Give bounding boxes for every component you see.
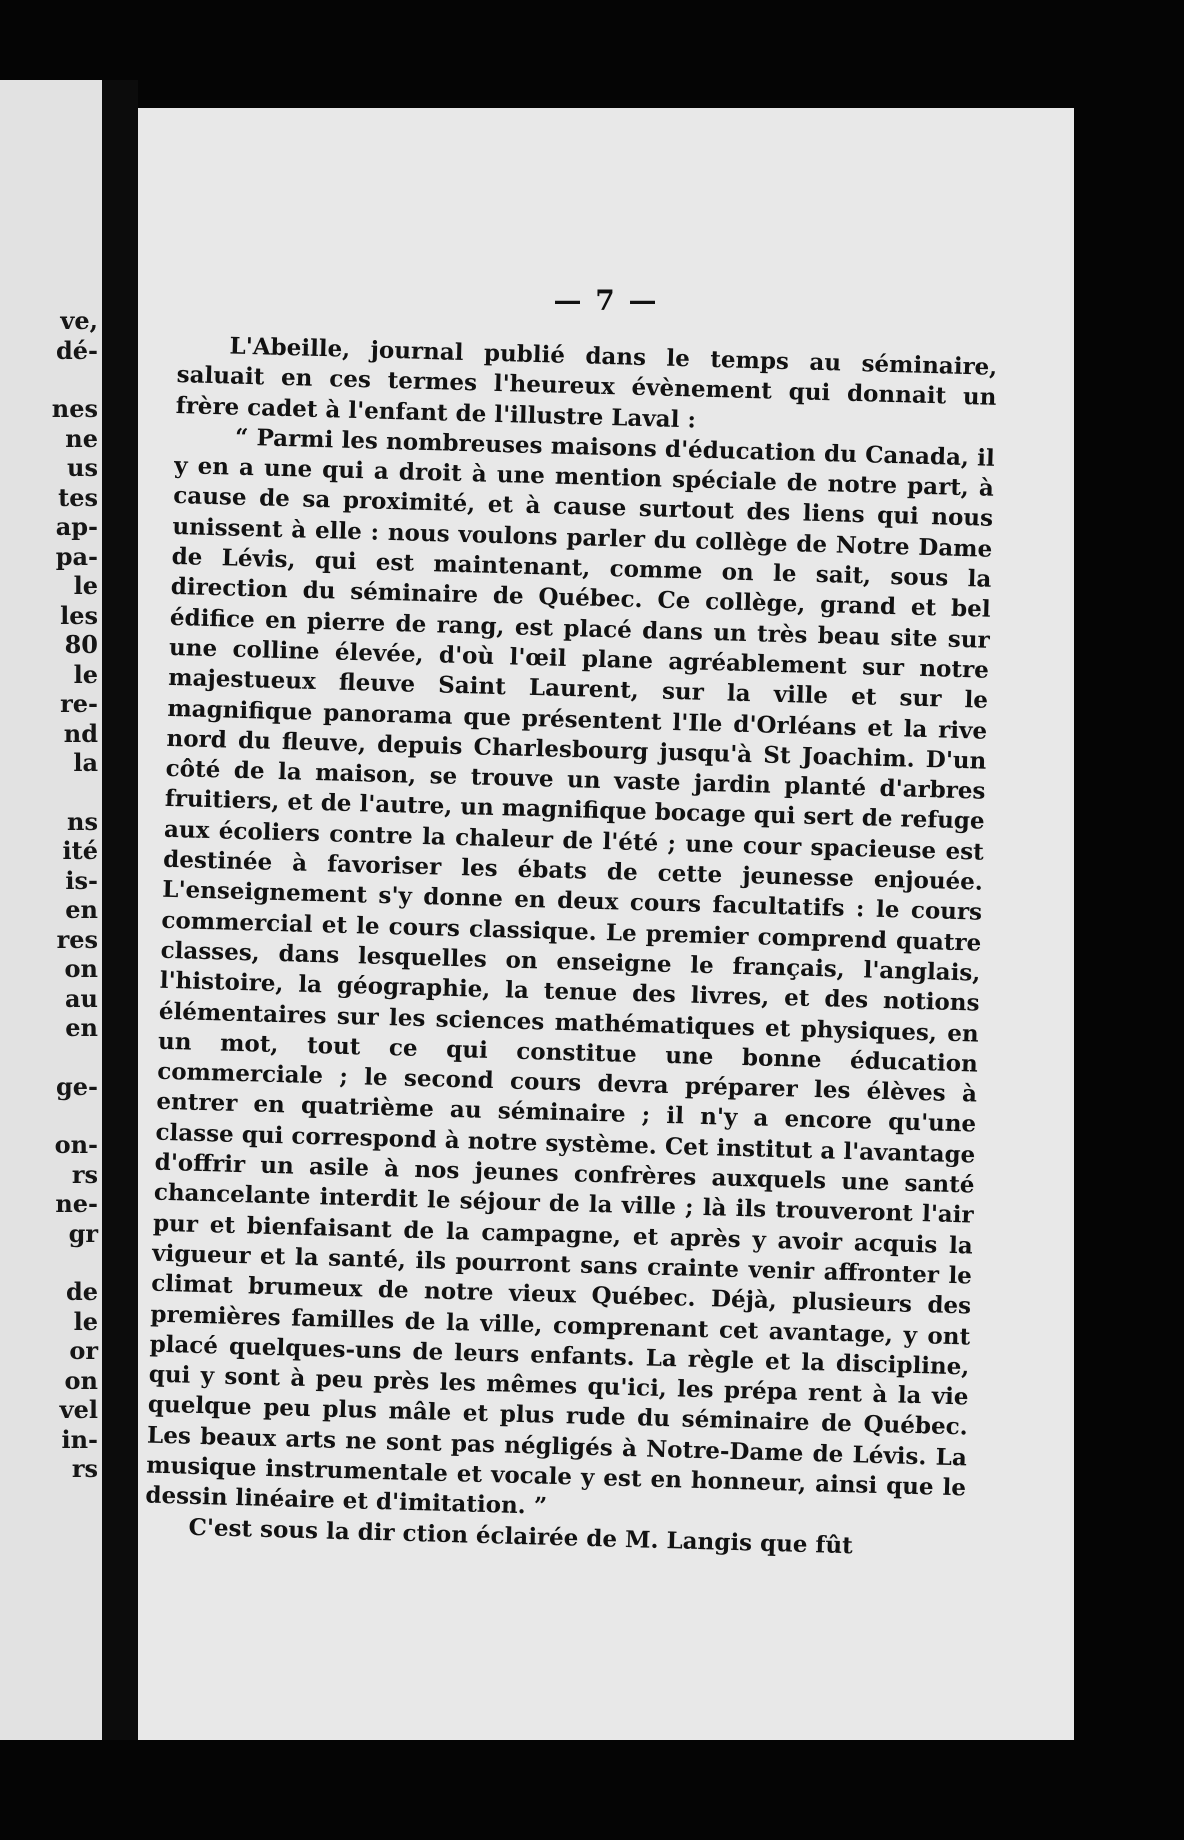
left-page-line-fragment: en [65, 1013, 98, 1042]
left-page-line-fragment: on- [54, 1130, 98, 1159]
left-page-line-fragment: or [69, 1336, 98, 1365]
left-page-line-endings [0, 306, 102, 1484]
left-page-line-fragment: ne [65, 423, 98, 453]
left-page-line-fragment: rs [71, 1454, 98, 1483]
page-text [144, 330, 998, 1564]
left-page-line-fragment: les [60, 600, 98, 630]
left-page-line-fragment: in- [61, 1424, 98, 1454]
left-page-line-fragment: us [67, 453, 98, 482]
left-page-line-fragment: on [64, 1365, 98, 1395]
left-page-line-fragment: ne- [55, 1189, 98, 1218]
left-page-line-fragment [0, 1248, 102, 1277]
left-page-line-fragment [0, 778, 102, 807]
left-page-line-fragment: re- [60, 689, 98, 718]
paragraph-quotation: “ Parmi les nombreuses maisons d'éducation du Canada, il y en a une qui a droit à une mention spéciale de notre part, à cause de sa proximité, et à cause surtout des liens qui nous unissent à elle : nous voulons parler du collège de Notre Dame de Lévis, qui est maintenant, comme on le sait, sous la direction du séminaire de Québec. Ce collège, grand et bel édifice en pierre de rang, est placé dans un très beau site sur une colline élevée, d'où l'œil plane agréablement sur notre majestueux fleuve Saint Laurent, sur la ville et sur le magnifique panorama que présentent l'Ile d'Orléans et la rive nord du fleuve, depuis Charlesbourg jusqu'à St Joachim. D'un côté de la maison, se trouve un vaste jardin planté d'arbres fruitiers, et de l'autre, un magnifique bocage qui sert de refuge aux écoliers contre la chaleur de l'été ; une cour spacieuse est destinée à favoriser les ébats de cette jeunesse enjouée. L'enseignement s'y donne en deux cours facultatifs : le cours commercial et le cours classique. Le premier comprend quatre classes, dans lesquelles on enseigne le français, l'anglais, l'histoire, la géographie, la tenue des livres, et des notions élémentaires sur les sciences mathématiques et physiques, en un mot, tout ce qui constitue une bonne éducation commerciale ; le second cours devra préparer les élèves à entrer en quatrième au séminaire ; il n'y a encore qu'une classe qui correspond à notre système. Cet institut a l'avantage d'offrir un asile à nos jeunes confrères auxquels une santé chancelante interdit le séjour de la ville ; là ils trouveront l'air pur et bienfaisant de la campagne, et après y avoir acquis la vigueur et la santé, ils pourront sans crainte venir affronter le climat brumeux de notre vieux Québec. Déjà, plusieurs des premières familles de la ville, comprenant cet avantage, y ont placé quelques-uns de leurs enfants. La règle et la discipline, qui y sont à peu près les mêmes qu'ici, les prépa rent à la vie quelque peu plus mâle et plus rude du séminaire de Québec. Les beaux arts ne sont pas négligés à Notre-Dame de Lévis. La musique instrumentale et vocale y est en honneur, ainsi que le dessin linéaire et d'imitation. ” [145, 423, 996, 1521]
left-page-line-fragment: is- [65, 865, 98, 895]
left-page-line-fragment [0, 365, 102, 394]
main-page [138, 108, 1074, 1740]
scan-bottom-margin [0, 1740, 1184, 1840]
left-page-line-fragment: vel [59, 1395, 98, 1424]
left-page-line-fragment [0, 1043, 102, 1072]
left-page-line-fragment: on [64, 954, 98, 983]
left-page-line-fragment: le [73, 571, 98, 600]
left-page-line-fragment: ns [67, 806, 98, 836]
left-page-line-fragment: pa- [55, 541, 98, 571]
book-gutter [102, 80, 138, 1740]
left-page-line-fragment: ité [62, 836, 98, 865]
left-page-line-fragment: 80 [64, 630, 98, 659]
left-page-line-fragment: dé- [55, 335, 98, 365]
left-page-line-fragment: ge- [55, 1071, 98, 1101]
paragraph-continuation: C'est sous la dir ction éclairée de M. Langis que fût [188, 1513, 854, 1559]
left-page-line-fragment: nes [51, 394, 98, 423]
page-number: — 7 — [553, 284, 659, 317]
left-page-line-fragment: nd [63, 718, 98, 748]
left-page-line-fragment: rs [71, 1159, 98, 1189]
left-page-line-fragment: le [73, 659, 98, 689]
left-page-line-fragment: au [65, 983, 98, 1013]
left-page-line-fragment: tes [58, 482, 98, 512]
left-page-line-fragment: ve, [60, 306, 98, 335]
left-page-line-fragment: le [73, 1306, 98, 1336]
left-page-line-fragment [0, 1101, 102, 1130]
left-page-line-fragment: res [56, 924, 98, 954]
left-page-fragment [0, 80, 102, 1740]
left-page-line-fragment: de [65, 1277, 98, 1306]
left-page-line-fragment: la [73, 748, 98, 777]
paragraph-intro: L'Abeille, journal publié dans le temps au séminaire, saluait en ces termes l'heureux évènement qui donnait un frère cadet à l'enfant de l'illustre Laval : [175, 332, 998, 434]
left-page-line-fragment: ap- [55, 512, 98, 541]
left-page-line-fragment: gr [68, 1218, 98, 1248]
left-page-line-fragment: en [65, 895, 98, 924]
